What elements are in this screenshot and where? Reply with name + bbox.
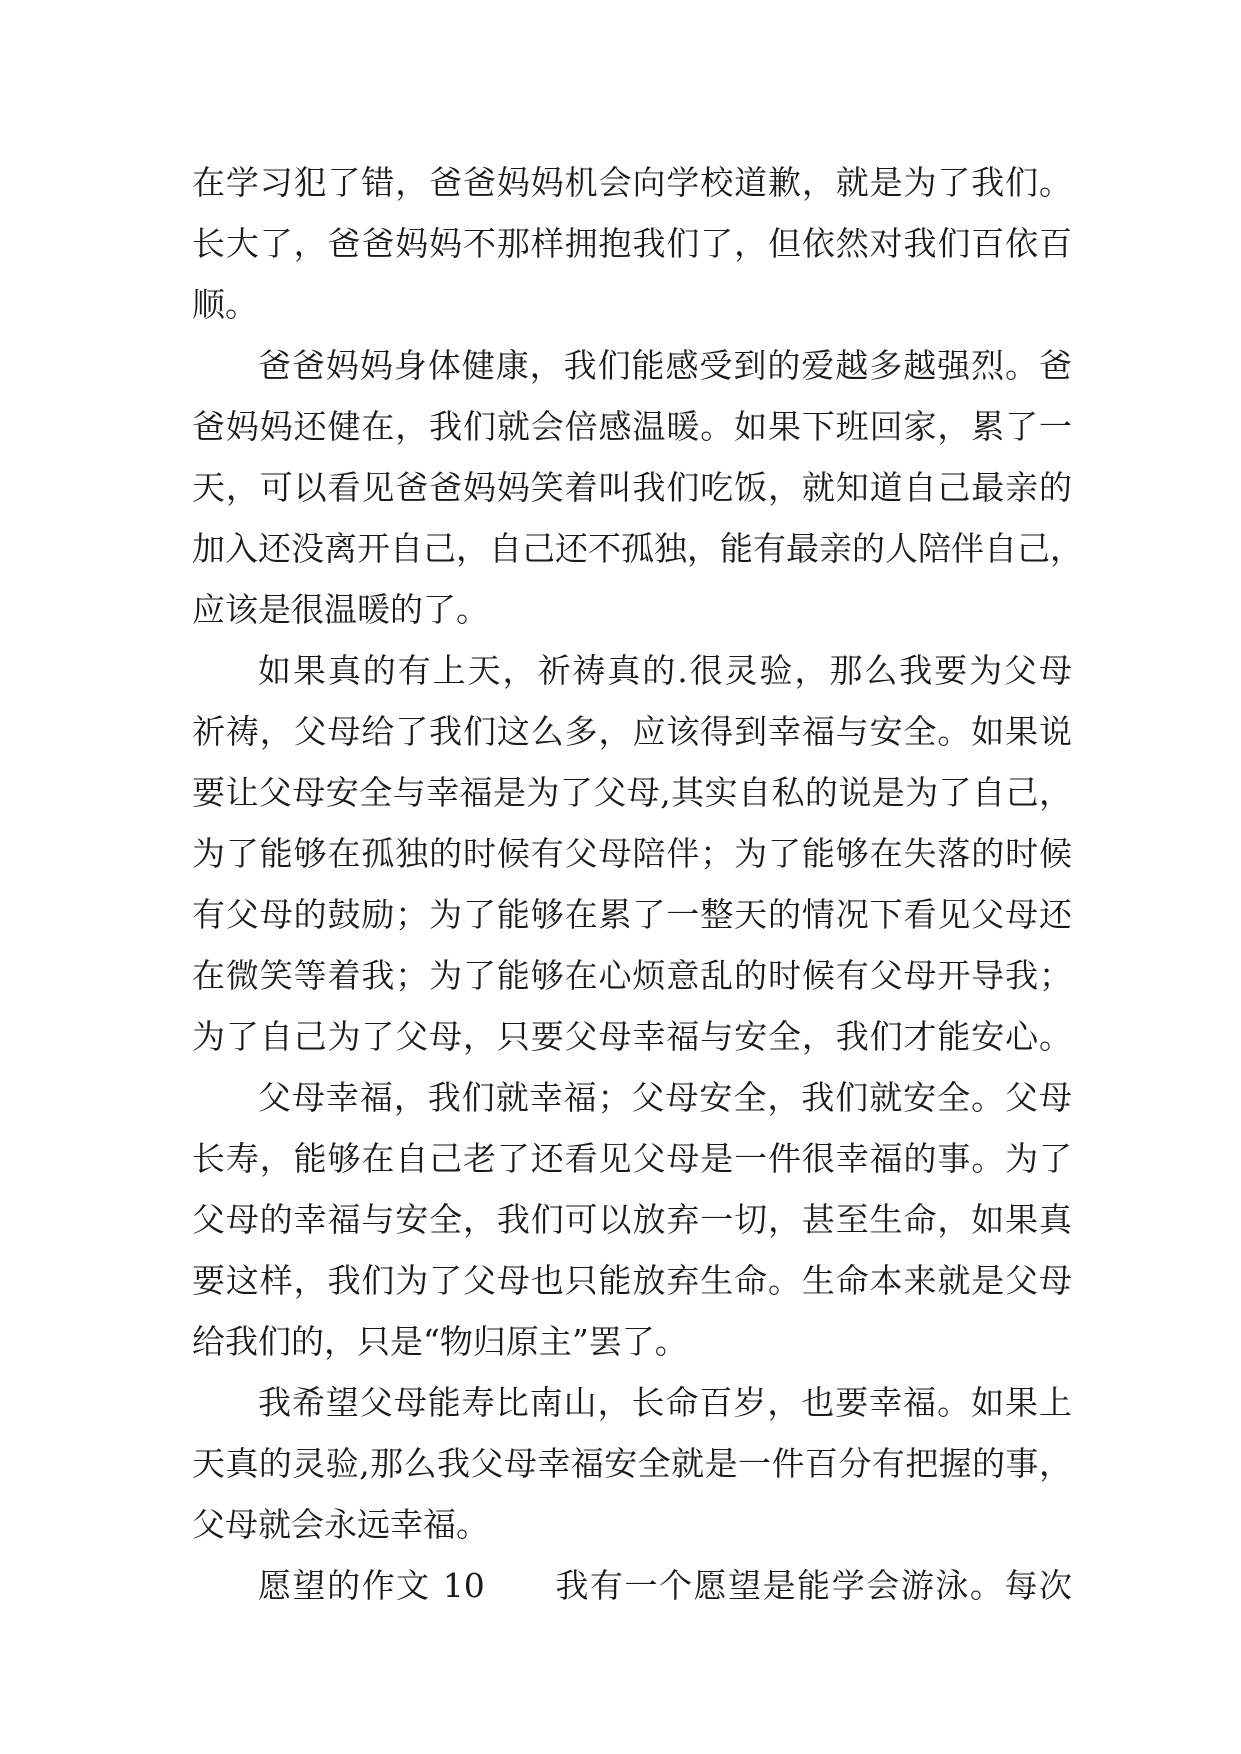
text-line: 如果真的有上天，祈祷真的.很灵验，那么我要为父母: [258, 651, 1072, 690]
text-line: 要这样，我们为了父母也只能放弃生命。生命本来就是父母: [192, 1261, 1072, 1300]
text-line: 父母的幸福与安全，我们可以放弃一切，甚至生命，如果真: [192, 1200, 1072, 1239]
text-line: 天真的灵验,那么我父母幸福安全就是一件百分有把握的事，: [192, 1444, 1072, 1483]
text-line: 给我们的，只是“物归原主”罢了。: [192, 1322, 688, 1361]
body-text: [192, 152, 1083, 1616]
text-line: 爸妈妈还健在，我们就会倍感温暖。如果下班回家，累了一: [192, 407, 1072, 446]
text-line: 为了能够在孤独的时候有父母陪伴；为了能够在失落的时候: [192, 834, 1072, 873]
text-line: 在学习犯了错，爸爸妈妈机会向学校道歉，就是为了我们。: [192, 163, 1072, 202]
text-line: 愿望的作文 10 我有一个愿望是能学会游泳。每次: [258, 1566, 1072, 1605]
text-line: 在微笑等着我；为了能够在心烦意乱的时候有父母开导我；: [192, 956, 1072, 995]
text-line: 有父母的鼓励；为了能够在累了一整天的情况下看见父母还: [192, 895, 1072, 934]
text-line: 要让父母安全与幸福是为了父母,其实自私的说是为了自己，: [192, 773, 1072, 812]
text-line: 顺。: [192, 285, 258, 324]
text-line: 祈祷，父母给了我们这么多，应该得到幸福与安全。如果说: [192, 712, 1072, 751]
text-line: 爸爸妈妈身体健康，我们能感受到的爱越多越强烈。爸: [258, 346, 1072, 385]
text-line: 为了自己为了父母，只要父母幸福与安全，我们才能安心。: [192, 1017, 1072, 1056]
text-line: 加入还没离开自己，自己还不孤独，能有最亲的人陪伴自己，: [192, 529, 1083, 568]
text-line: 长寿，能够在自己老了还看见父母是一件很幸福的事。为了: [192, 1139, 1072, 1178]
text-line: 父母就会永远幸福。: [192, 1505, 489, 1544]
text-line: 长大了，爸爸妈妈不那样拥抱我们了，但依然对我们百依百: [192, 224, 1072, 263]
text-line: 天，可以看见爸爸妈妈笑着叫我们吃饭，就知道自己最亲的: [192, 468, 1072, 507]
text-line: 父母幸福，我们就幸福；父母安全，我们就安全。父母: [258, 1078, 1072, 1117]
text-line: 应该是很温暖的了。: [192, 590, 489, 629]
text-line: 我希望父母能寿比南山，长命百岁，也要幸福。如果上: [258, 1383, 1072, 1422]
